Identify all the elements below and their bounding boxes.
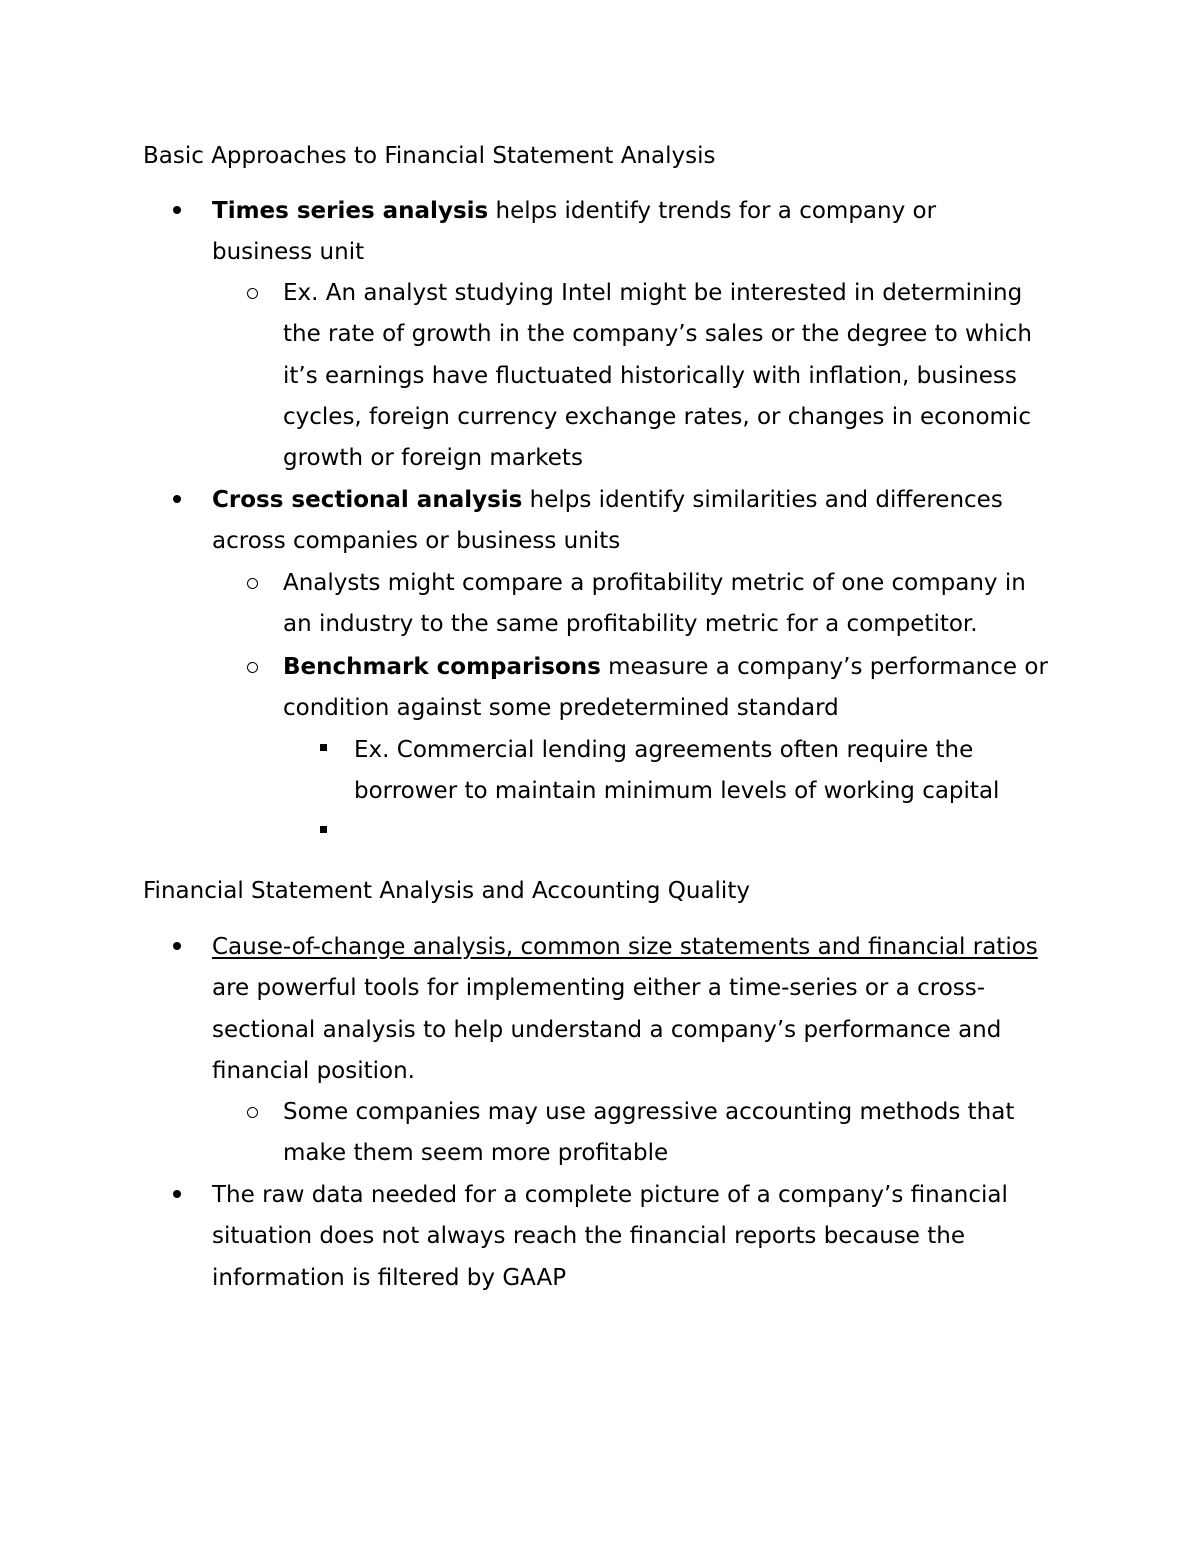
circle-bullet-icon — [247, 647, 258, 688]
list-item-cross-sectional — [212, 480, 1042, 563]
term-cross-sectional-analysis: Cross sectional analysis — [212, 487, 523, 513]
list-item-intel-example — [283, 273, 1058, 479]
bullet-icon — [173, 1175, 181, 1216]
term-times-series-analysis: Times series analysis — [212, 198, 489, 224]
list-item-cause-of-change — [212, 927, 1077, 1092]
bullet-icon — [173, 191, 181, 232]
list-item-raw-data-gaap — [212, 1175, 1042, 1299]
item-text: Ex. Commercial lending agreements often require the borrower to maintain minimum levels of working capital — [354, 737, 1000, 805]
item-text: helps identify trends for a company or business unit — [212, 198, 937, 266]
term-cause-of-change: Cause-of-change analysis, common size statements and financial ratios — [212, 934, 1038, 960]
square-bullet-icon — [320, 812, 327, 853]
list-item-aggressive-accounting — [283, 1092, 1043, 1175]
list-item-times-series — [212, 191, 972, 274]
square-bullet-icon — [320, 730, 327, 771]
list-item-benchmark-comparisons — [283, 647, 1058, 730]
item-text: Some companies may use aggressive accounting methods that make them seem more profitable — [283, 1099, 1015, 1167]
item-text — [354, 812, 1054, 853]
term-benchmark-comparisons: Benchmark comparisons — [283, 654, 601, 680]
item-text: measure a company’s performance or condition against some predetermined standard — [283, 654, 1048, 722]
list-item-empty — [354, 812, 1054, 853]
section-heading-accounting-quality: Financial Statement Analysis and Accounting Quality — [143, 878, 750, 904]
circle-bullet-icon — [247, 273, 258, 314]
list-item-commercial-lending — [354, 730, 1014, 813]
item-text: The raw data needed for a complete picture of a company’s financial situation does not always reach the financial reports because the information is filtered by GAAP — [212, 1182, 1008, 1291]
section-heading-basic-approaches: Basic Approaches to Financial Statement Analysis — [143, 143, 716, 169]
circle-bullet-icon — [247, 563, 258, 604]
list-item-profitability-metric — [283, 563, 1058, 646]
item-text: Analysts might compare a profitability metric of one company in an industry to the same profitability metric for a competitor. — [283, 570, 1026, 638]
item-text: Ex. An analyst studying Intel might be interested in determining the rate of growth in the company’s sales or the degree to which it’s earnings have fluctuated historically with inflation, business cycles, foreign currency exchange rates, or changes in economic growth or foreign markets — [283, 280, 1032, 472]
item-text: helps identify similarities and differences across companies or business units — [212, 487, 1003, 555]
circle-bullet-icon — [247, 1092, 258, 1133]
bullet-icon — [173, 480, 181, 521]
bullet-icon — [173, 927, 181, 968]
item-text: are powerful tools for implementing either a time-series or a cross-sectional analysis to help understand a company’s performance and financial position. — [212, 975, 1002, 1084]
